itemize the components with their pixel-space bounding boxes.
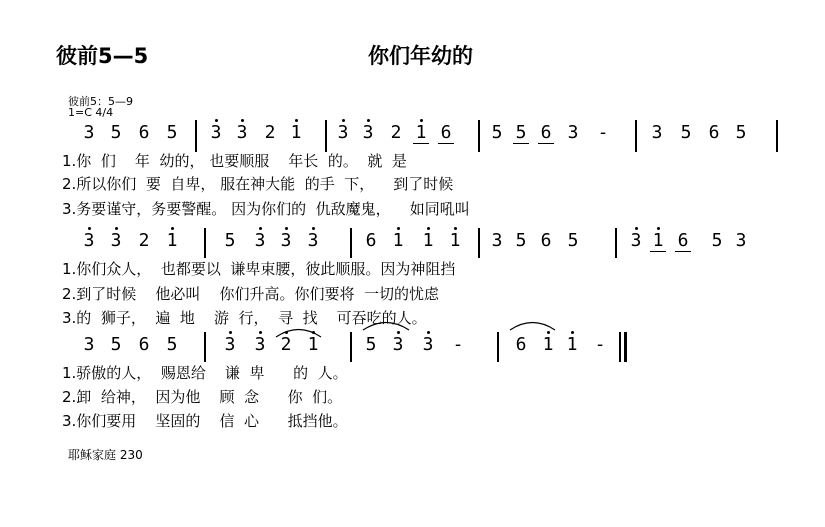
lyric-line: 3.你们要用 坚固的 信 心 抵挡他。 — [62, 412, 348, 430]
note: 1 — [561, 334, 583, 355]
note: 3 — [231, 122, 253, 143]
note: 3 — [219, 334, 241, 355]
barline — [619, 332, 621, 362]
note: - — [597, 122, 609, 143]
note: 6 — [365, 230, 377, 251]
note: 2 — [264, 122, 276, 143]
note: 5 — [491, 122, 503, 143]
note: 3 — [83, 122, 95, 143]
note: 6 — [535, 122, 557, 143]
note: 5 — [166, 334, 178, 355]
note: 5 — [510, 122, 532, 143]
note: 1 — [444, 230, 466, 251]
barline — [325, 120, 327, 152]
note: 3 — [83, 334, 95, 355]
lyric-line: 2.卸 给神， 因为他 顾 念 你 们。 — [62, 388, 343, 406]
slur — [275, 324, 322, 338]
note: 3 — [78, 230, 100, 251]
note: 1 — [285, 122, 307, 143]
note: 1 — [410, 122, 432, 143]
note: 1 — [537, 334, 559, 355]
note: 3 — [357, 122, 379, 143]
note: 5 — [110, 334, 122, 355]
barline — [615, 228, 617, 258]
barline — [497, 332, 499, 362]
barline — [478, 120, 480, 152]
note: 3 — [651, 122, 663, 143]
barline — [478, 228, 480, 258]
lyric-line: 1.骄傲的人， 赐恩给 谦 卑 的 人。 — [62, 364, 348, 382]
barline — [204, 332, 206, 362]
source-note: 耶稣家庭 230 — [68, 448, 143, 462]
barline — [195, 120, 197, 152]
note: 1 — [387, 230, 409, 251]
note: 3 — [417, 334, 439, 355]
note: 3 — [387, 334, 409, 355]
note: 6 — [540, 230, 552, 251]
note: 5 — [567, 230, 579, 251]
note: 6 — [138, 122, 150, 143]
barline — [776, 120, 778, 152]
note: 6 — [138, 334, 150, 355]
key-time-signature: 1=C 4/4 — [68, 106, 114, 119]
note: 1 — [161, 230, 183, 251]
note: 3 — [302, 230, 324, 251]
note: 5 — [110, 122, 122, 143]
note: 3 — [625, 230, 647, 251]
lyric-line: 2.到了时候 他必叫 你们升高。你们要将 一切的忧虑 — [62, 285, 439, 303]
note: 2 — [275, 334, 297, 355]
note: 3 — [332, 122, 354, 143]
note: 2 — [390, 122, 402, 143]
note: 5 — [224, 230, 236, 251]
note: 3 — [249, 230, 271, 251]
note: 3 — [205, 122, 227, 143]
slur — [509, 317, 556, 331]
final-barline — [624, 332, 627, 362]
note: 5 — [711, 230, 723, 251]
note: 6 — [435, 122, 457, 143]
lyric-line: 2.所以你们 要 自卑， 服在神大能 的手 下， 到了时候 — [62, 175, 454, 193]
slur — [362, 317, 410, 331]
note: 5 — [735, 122, 747, 143]
note: 5 — [365, 334, 377, 355]
barline — [350, 332, 352, 362]
note: 1 — [647, 230, 669, 251]
note: 3 — [275, 230, 297, 251]
note: 5 — [515, 230, 527, 251]
ref-title: 彼前5—5 — [56, 44, 149, 68]
scripture-reference: 彼前5：5—9 — [68, 95, 133, 108]
song-title: 你们年幼的 — [368, 44, 473, 68]
note: 3 — [735, 230, 747, 251]
lyric-line: 3.务要谨守，务要警醒。 因为你们的 仇敌魔鬼， 如同吼叫 — [62, 200, 470, 218]
note: 1 — [417, 230, 439, 251]
note: 3 — [567, 122, 579, 143]
note: 5 — [166, 122, 178, 143]
lyric-line: 1.你们众人， 也都要以 谦卑束腰，彼此顺服。因为神阻挡 — [62, 260, 456, 278]
note: 1 — [302, 334, 324, 355]
barline — [635, 120, 637, 152]
note: 6 — [672, 230, 694, 251]
barline — [204, 228, 206, 258]
note: 6 — [515, 334, 527, 355]
note: 3 — [491, 230, 503, 251]
note: 3 — [105, 230, 127, 251]
barline — [350, 228, 352, 258]
note: - — [594, 334, 606, 355]
note: 5 — [680, 122, 692, 143]
note: 6 — [708, 122, 720, 143]
note: 3 — [249, 334, 271, 355]
lyric-line: 1.你 们 年 幼的， 也要顺服 年长 的。 就 是 — [62, 152, 407, 170]
lyric-line: 3.的 狮子， 遍 地 游 行， 寻 找 可吞吃的人。 — [62, 309, 427, 327]
note: - — [452, 334, 464, 355]
note: 2 — [138, 230, 150, 251]
